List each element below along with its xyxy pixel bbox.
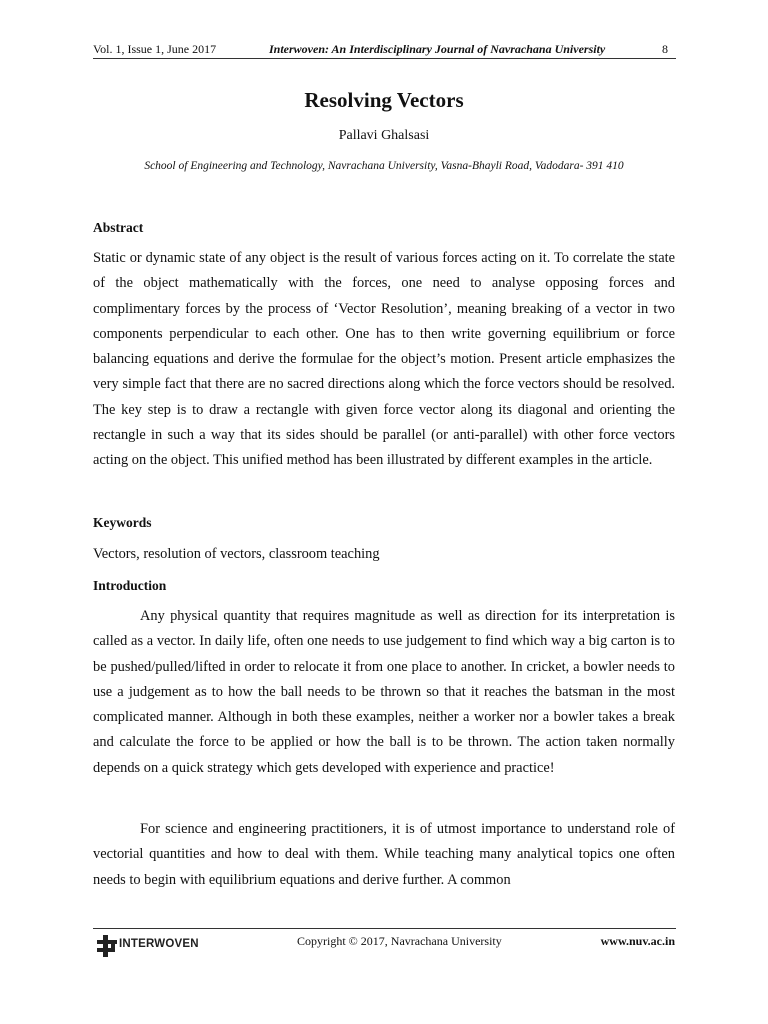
- keywords-heading: Keywords: [93, 515, 152, 530]
- abstract-text: Static or dynamic state of any object is the result of various forces acting on it. To correlate the state of the object mathematically with the forces, one need to analyse opposing forces and complimentary forces by the process of ‘Vector Resolution’, meaning breaking of a vector in two components perpendicular to each other. One has to then write governing equilibrium or force balancing equations and derive the formulae for the object’s motion. Present article emphasizes the very simple fact that there are no sacred directions along which the force vectors should be resolved. The key step is to draw a rectangle with given force vector along its diagonal and orienting the rectangle in such a way that its sides should be parallel (or anti-parallel) with other force vectors acting on the object. This unified method has been illustrated by different examples in the article.: [93, 250, 675, 469]
- article-title: Resolving Vectors: [304, 88, 464, 112]
- intro-paragraph-2: For science and engineering practitioners, it is of utmost importance to understand role of vectorial quantities and how to deal with them. While teaching many analytical topics one often needs to begin with equilibrium equations and derive further. A common: [93, 821, 675, 888]
- copyright-notice: Copyright © 2017, Navrachana University: [297, 934, 502, 948]
- interwoven-mark-icon: [97, 935, 117, 957]
- introduction-heading: Introduction: [93, 578, 167, 593]
- author-affiliation: School of Engineering and Technology, Navrachana University, Vasna-Bhayli Road, Vadodara- 391 410: [144, 160, 624, 172]
- intro-paragraph-1: Any physical quantity that requires magnitude as well as direction for its interpretation is called as a vector. In daily life, often one needs to use judgement to find which way a big carton is to be pushed/pulled/lifted in order to relocate it from one place to another. In cricket, a bowler needs to use a judgement as to how the ball needs to be thrown so that it reaches the batsman in the most complicated manner. Although in both these examples, neither a worker nor a bowler takes a break and calculate the force to be applied or how the ball is to be thrown. The action taken normally depends on a quick strategy which gets developed with experience and practice!: [93, 608, 675, 776]
- logo-text: INTERWOVEN: [119, 938, 199, 950]
- page-number: 8: [662, 42, 668, 56]
- abstract-heading: Abstract: [93, 220, 144, 235]
- article-author: Pallavi Ghalsasi: [338, 128, 430, 143]
- interwoven-logo: [97, 935, 197, 957]
- journal-name: Interwoven: An Interdisciplinary Journal of Navrachana University: [269, 42, 606, 56]
- volume-info: Vol. 1, Issue 1, June 2017: [93, 42, 217, 56]
- website-link[interactable]: www.nuv.ac.in: [600, 934, 675, 948]
- footer-divider: [93, 928, 676, 929]
- page-header: [93, 40, 676, 59]
- keywords-text: Vectors, resolution of vectors, classroom teaching: [93, 546, 380, 562]
